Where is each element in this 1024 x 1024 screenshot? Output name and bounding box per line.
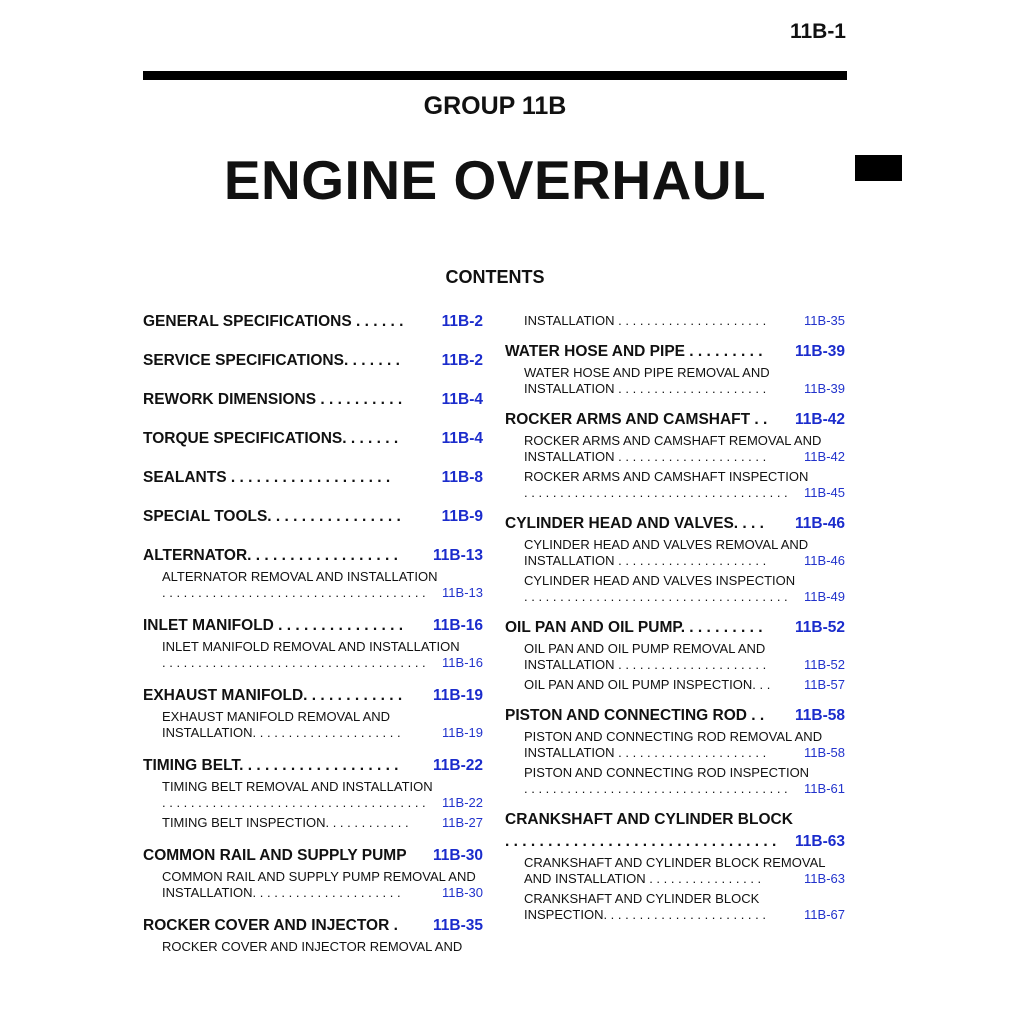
toc-section-link-cont[interactable] <box>505 833 845 855</box>
toc-section <box>505 343 845 397</box>
toc-subsection-text: . . . . . . . . . . . . . . . . . . . . . . . . . . . . . . . . . . . . . <box>524 485 788 500</box>
toc-section-link[interactable] <box>505 811 845 833</box>
toc-section-title: ROCKER COVER AND INJECTOR . <box>143 917 398 934</box>
contents-heading: CONTENTS <box>445 267 545 287</box>
toc-section <box>143 391 483 413</box>
toc-subsection-text: INSTALLATION . . . . . . . . . . . . . . . . . . . . . <box>524 381 767 396</box>
toc-section-title: TORQUE SPECIFICATIONS. . . . . . . <box>143 430 399 447</box>
toc-section <box>143 430 483 452</box>
toc-section-page[interactable]: 11B-2 <box>441 313 483 330</box>
toc-subsection-page[interactable]: 11B-63 <box>804 871 845 886</box>
toc-subsection-link[interactable] <box>162 569 483 601</box>
toc-subsection-page[interactable]: 11B-30 <box>442 885 483 900</box>
toc-subsection-page[interactable]: 11B-46 <box>804 553 845 568</box>
toc-subsection-link[interactable] <box>162 815 483 831</box>
toc-subsection-text: . . . . . . . . . . . . . . . . . . . . . . . . . . . . . . . . . . . . . <box>162 795 426 810</box>
toc-subsection-text: INSTALLATION. . . . . . . . . . . . . . . . . . . . . <box>162 885 401 900</box>
toc-section-title: WATER HOSE AND PIPE . . . . . . . . . <box>505 343 763 360</box>
toc-subsection-link[interactable] <box>524 891 845 923</box>
toc-subsection-title: ROCKER ARMS AND CAMSHAFT INSPECTION <box>524 469 809 484</box>
toc-section-page[interactable]: 11B-9 <box>441 508 483 525</box>
group-label: GROUP 11B <box>423 92 567 120</box>
toc-section-page[interactable]: 11B-16 <box>433 617 483 634</box>
toc-subsection-link[interactable] <box>524 433 845 465</box>
toc-section-link[interactable] <box>143 391 483 413</box>
toc-section-page[interactable]: 11B-30 <box>433 847 483 864</box>
toc-subsection-text: INSTALLATION . . . . . . . . . . . . . . . . . . . . . <box>524 657 767 672</box>
toc-subsection-text: INSTALLATION . . . . . . . . . . . . . . . . . . . . . <box>524 553 767 568</box>
toc-section-title: ROCKER ARMS AND CAMSHAFT . . <box>505 411 768 428</box>
toc-subsection-page[interactable]: 11B-42 <box>804 449 845 464</box>
toc-section-title: EXHAUST MANIFOLD. . . . . . . . . . . . <box>143 687 403 704</box>
toc-section-link[interactable] <box>143 430 483 452</box>
toc-section <box>143 847 483 901</box>
toc-subsection-page[interactable]: 11B-57 <box>804 677 845 692</box>
toc-section-link[interactable] <box>143 547 483 569</box>
toc-section-title: CYLINDER HEAD AND VALVES. . . . <box>505 515 764 532</box>
section-tab-marker <box>855 155 902 181</box>
toc-section <box>143 508 483 530</box>
toc-section-title: ALTERNATOR. . . . . . . . . . . . . . . . . . <box>143 547 398 564</box>
toc-section-link[interactable] <box>143 313 483 335</box>
page-number: 11B-1 <box>789 20 846 43</box>
toc-section-title: SPECIAL TOOLS. . . . . . . . . . . . . . . . <box>143 508 401 525</box>
toc-subsection-link[interactable] <box>524 573 845 605</box>
toc-subsection-title: CYLINDER HEAD AND VALVES INSPECTION <box>524 573 796 588</box>
toc-left-column <box>143 313 483 955</box>
toc-section-link[interactable] <box>143 847 483 869</box>
toc-subsection-text: OIL PAN AND OIL PUMP INSPECTION. . . <box>524 677 771 692</box>
toc-section <box>143 917 483 955</box>
toc-subsection-link[interactable] <box>162 869 483 901</box>
toc-section <box>505 619 845 693</box>
toc-section-page[interactable]: 11B-35 <box>433 917 483 934</box>
toc-section-title: REWORK DIMENSIONS . . . . . . . . . . <box>143 391 403 408</box>
toc-section-title: COMMON RAIL AND SUPPLY PUMP <box>143 847 407 864</box>
toc-section-page[interactable]: 11B-22 <box>433 757 483 774</box>
toc-subsection-page[interactable]: 11B-67 <box>804 907 845 922</box>
toc-subsection-page[interactable]: 11B-19 <box>442 725 483 740</box>
toc-section <box>143 687 483 741</box>
toc-subsection-link[interactable] <box>524 855 845 887</box>
toc-section <box>505 313 845 329</box>
toc-section <box>143 757 483 831</box>
toc-section-page[interactable]: 11B-46 <box>795 515 845 532</box>
toc-section-page[interactable]: 11B-58 <box>795 707 845 724</box>
toc-section-title: GENERAL SPECIFICATIONS . . . . . . <box>143 313 404 330</box>
toc-subsection-link[interactable] <box>162 709 483 741</box>
toc-subsection-page[interactable]: 11B-35 <box>804 313 845 328</box>
toc-subsection-title: TIMING BELT REMOVAL AND INSTALLATION <box>162 779 433 794</box>
toc-subsection-title: PISTON AND CONNECTING ROD REMOVAL AND <box>524 729 823 744</box>
toc-subsection-link[interactable] <box>524 537 845 569</box>
toc-section-page[interactable]: 11B-4 <box>441 430 483 447</box>
toc-section <box>505 707 845 797</box>
toc-subsection-page[interactable]: 11B-61 <box>804 781 845 796</box>
leader-dots: . . . . . . . . . . . . . . . . . . . . . . . . . . . . . . . . <box>505 833 777 850</box>
toc-subsection-text: . . . . . . . . . . . . . . . . . . . . . . . . . . . . . . . . . . . . . <box>162 655 426 670</box>
toc-subsection-page[interactable]: 11B-13 <box>442 585 483 600</box>
toc-subsection-page[interactable]: 11B-45 <box>804 485 845 500</box>
toc-subsection-text: TIMING BELT INSPECTION. . . . . . . . . . . . <box>162 815 409 830</box>
toc-section <box>143 469 483 491</box>
toc-subsection-page[interactable]: 11B-27 <box>442 815 483 830</box>
toc-section-page[interactable]: 11B-52 <box>795 619 845 636</box>
toc-subsection-text: INSTALLATION . . . . . . . . . . . . . . . . . . . . . <box>524 313 767 328</box>
toc-section-link[interactable] <box>505 515 845 537</box>
toc-section <box>143 313 483 335</box>
toc-section-title: CRANKSHAFT AND CYLINDER BLOCK <box>505 811 793 828</box>
toc-section-link[interactable] <box>505 343 845 365</box>
toc-right-column <box>505 313 845 923</box>
toc-section-title: OIL PAN AND OIL PUMP. . . . . . . . . . <box>505 619 763 636</box>
toc-subsection-title: CYLINDER HEAD AND VALVES REMOVAL AND <box>524 537 809 552</box>
toc-subsection-text: . . . . . . . . . . . . . . . . . . . . . . . . . . . . . . . . . . . . . <box>524 589 788 604</box>
toc-subsection-text: AND INSTALLATION . . . . . . . . . . . . . . . . <box>524 871 762 886</box>
toc-subsection-text: . . . . . . . . . . . . . . . . . . . . . . . . . . . . . . . . . . . . . <box>162 585 426 600</box>
toc-subsection-title: CRANKSHAFT AND CYLINDER BLOCK REMOVAL <box>524 855 826 870</box>
toc-subsection-link[interactable] <box>162 779 483 811</box>
toc-subsection-text: . . . . . . . . . . . . . . . . . . . . . . . . . . . . . . . . . . . . . <box>524 781 788 796</box>
toc-section <box>505 515 845 605</box>
toc-subsection-title: INLET MANIFOLD REMOVAL AND INSTALLATION <box>162 639 460 654</box>
toc-section <box>505 811 845 923</box>
toc-section-link[interactable] <box>143 617 483 639</box>
toc-subsection-text: INSTALLATION . . . . . . . . . . . . . . . . . . . . . <box>524 449 767 464</box>
toc-section-link[interactable] <box>143 917 483 939</box>
page-title: ENGINE OVERHAUL <box>223 149 767 211</box>
toc-subsection-page[interactable]: 11B-39 <box>804 381 845 396</box>
toc-section-page[interactable]: 11B-42 <box>795 411 845 428</box>
toc-subsection-page[interactable]: 11B-22 <box>442 795 483 810</box>
toc-subsection-link[interactable] <box>524 313 845 329</box>
toc-section-link[interactable] <box>143 352 483 374</box>
toc-subsection-title: ROCKER ARMS AND CAMSHAFT REMOVAL AND <box>524 433 822 448</box>
toc-section-page[interactable]: 11B-39 <box>795 343 845 360</box>
toc-section-title: INLET MANIFOLD . . . . . . . . . . . . . . . <box>143 617 404 634</box>
toc-subsection-text: INSTALLATION. . . . . . . . . . . . . . . . . . . . . <box>162 725 401 740</box>
toc-section-page[interactable]: 11B-8 <box>441 469 483 486</box>
toc-subsection-title: CRANKSHAFT AND CYLINDER BLOCK <box>524 891 760 906</box>
toc-section-link[interactable] <box>143 757 483 779</box>
toc-section-page[interactable]: 11B-13 <box>433 547 483 564</box>
toc-subsection-link[interactable] <box>524 677 845 693</box>
toc-section-link[interactable] <box>505 619 845 641</box>
toc-subsection-link[interactable] <box>524 365 845 397</box>
toc-subsection-page[interactable]: 11B-49 <box>804 589 845 604</box>
toc-subsection-text: INSPECTION. . . . . . . . . . . . . . . . . . . . . . . <box>524 907 766 922</box>
toc-section-title: TIMING BELT. . . . . . . . . . . . . . . . . . . <box>143 757 399 774</box>
toc-subsection-link[interactable] <box>524 469 845 501</box>
toc-subsection-title: EXHAUST MANIFOLD REMOVAL AND <box>162 709 391 724</box>
toc-subsection-title: ROCKER COVER AND INJECTOR REMOVAL AND <box>162 939 463 954</box>
toc-subsection-link[interactable] <box>524 765 845 797</box>
toc-section-link[interactable] <box>505 707 845 729</box>
toc-subsection-link[interactable] <box>524 641 845 673</box>
toc-subsection-link[interactable] <box>524 729 845 761</box>
toc-section-title: PISTON AND CONNECTING ROD . . <box>505 707 765 724</box>
toc-section-link[interactable] <box>143 469 483 491</box>
toc-subsection-title: COMMON RAIL AND SUPPLY PUMP REMOVAL AND <box>162 869 476 884</box>
toc-subsection-title: OIL PAN AND OIL PUMP REMOVAL AND <box>524 641 766 656</box>
toc-section-page[interactable]: 11B-19 <box>433 687 483 704</box>
toc-subsection-page[interactable]: 11B-52 <box>804 657 845 672</box>
toc-subsection-text: INSTALLATION . . . . . . . . . . . . . . . . . . . . . <box>524 745 767 760</box>
toc-section-page[interactable]: 11B-4 <box>441 391 483 408</box>
toc-section <box>143 352 483 374</box>
toc-subsection-link[interactable] <box>162 639 483 671</box>
header-rule <box>143 71 847 80</box>
toc-section-page[interactable]: 11B-2 <box>441 352 483 369</box>
toc-subsection-title: ALTERNATOR REMOVAL AND INSTALLATION <box>162 569 438 584</box>
toc-section <box>505 411 845 501</box>
toc-subsection-link[interactable] <box>162 939 483 955</box>
toc-subsection-page[interactable]: 11B-16 <box>442 655 483 670</box>
toc-subsection-page[interactable]: 11B-58 <box>804 745 845 760</box>
toc-section-title: SERVICE SPECIFICATIONS. . . . . . . <box>143 352 400 369</box>
toc-section <box>143 547 483 601</box>
toc-subsection-title: WATER HOSE AND PIPE REMOVAL AND <box>524 365 770 380</box>
toc-section-title: SEALANTS . . . . . . . . . . . . . . . . . . . <box>143 469 391 486</box>
toc-section-link[interactable] <box>143 687 483 709</box>
toc-subsection-title: PISTON AND CONNECTING ROD INSPECTION <box>524 765 810 780</box>
toc-section <box>143 617 483 671</box>
toc-section-link[interactable] <box>505 411 845 433</box>
toc-section-link[interactable] <box>143 508 483 530</box>
toc-section-page[interactable]: 11B-63 <box>795 833 845 850</box>
